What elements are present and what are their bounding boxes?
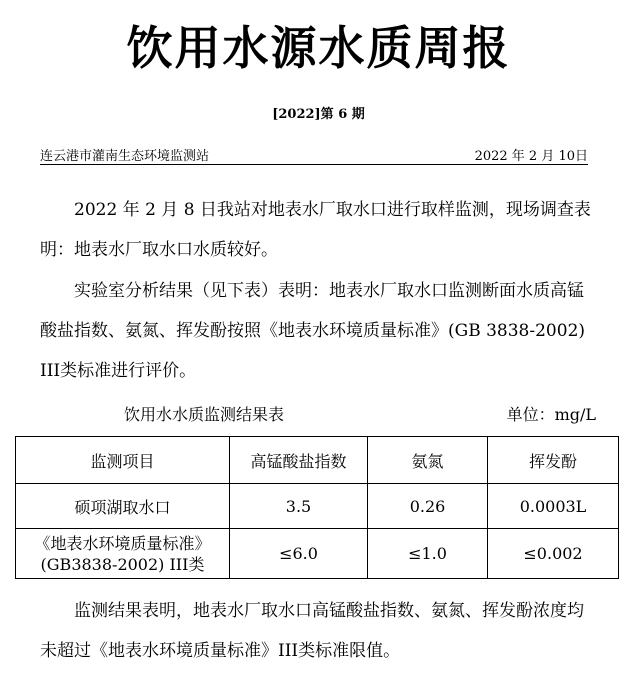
table-cell: ≤1.0 — [368, 529, 488, 579]
paragraph-analysis: 实验室分析结果（见下表）表明：地表水厂取水口监测断面水质高锰酸盐指数、氨氮、挥发酚按照《地表水环境质量标准》(GB 3838-2002) III类标准进行评价。 — [40, 281, 586, 381]
table-cell: ≤6.0 — [230, 529, 368, 579]
header-cell: 监测项目 — [16, 437, 230, 484]
report-meta-line — [40, 146, 588, 165]
header-cell: 氨氮 — [368, 437, 488, 484]
report-title: 饮用水源水质周报 — [126, 21, 511, 75]
issue-number: [2022]第 6 期 — [272, 107, 365, 122]
station-name: 连云港市灌南生态环境监测站 — [40, 149, 210, 164]
table-cell: 0.26 — [368, 484, 488, 529]
table-cell: ≤0.002 — [488, 529, 619, 579]
standard-name: 《地表水环境质量标准》 — [34, 533, 211, 553]
table-unit: 单位：mg/L — [506, 405, 596, 424]
table-row — [16, 529, 619, 579]
header-cell: 挥发酚 — [488, 437, 619, 484]
header-cell: 高锰酸盐指数 — [230, 437, 368, 484]
report-date: 2022 年 2 月 10日 — [474, 149, 588, 164]
standard-code: (GB3838-2002) III类 — [40, 554, 205, 574]
table-cell — [16, 529, 230, 579]
table-caption-row — [15, 398, 596, 428]
table-row — [16, 484, 619, 529]
table-cell: 硕项湖取水口 — [16, 484, 230, 529]
table-caption: 饮用水水质监测结果表 — [124, 405, 285, 424]
paragraph-conclusion: 监测结果表明，地表水厂取水口高锰酸盐指数、氨氮、挥发酚浓度均未超过《地表水环境质量标准》III类标准限值。 — [40, 601, 584, 661]
table-header-row — [16, 437, 619, 484]
table-cell: 3.5 — [230, 484, 368, 529]
paragraph-sampling: 2022 年 2 月 8 日我站对地表水厂取水口进行取样监测，现场调查表明：地表水厂取水口水质较好。 — [40, 200, 591, 260]
results-table — [15, 436, 619, 579]
table-cell: 0.0003L — [488, 484, 619, 529]
